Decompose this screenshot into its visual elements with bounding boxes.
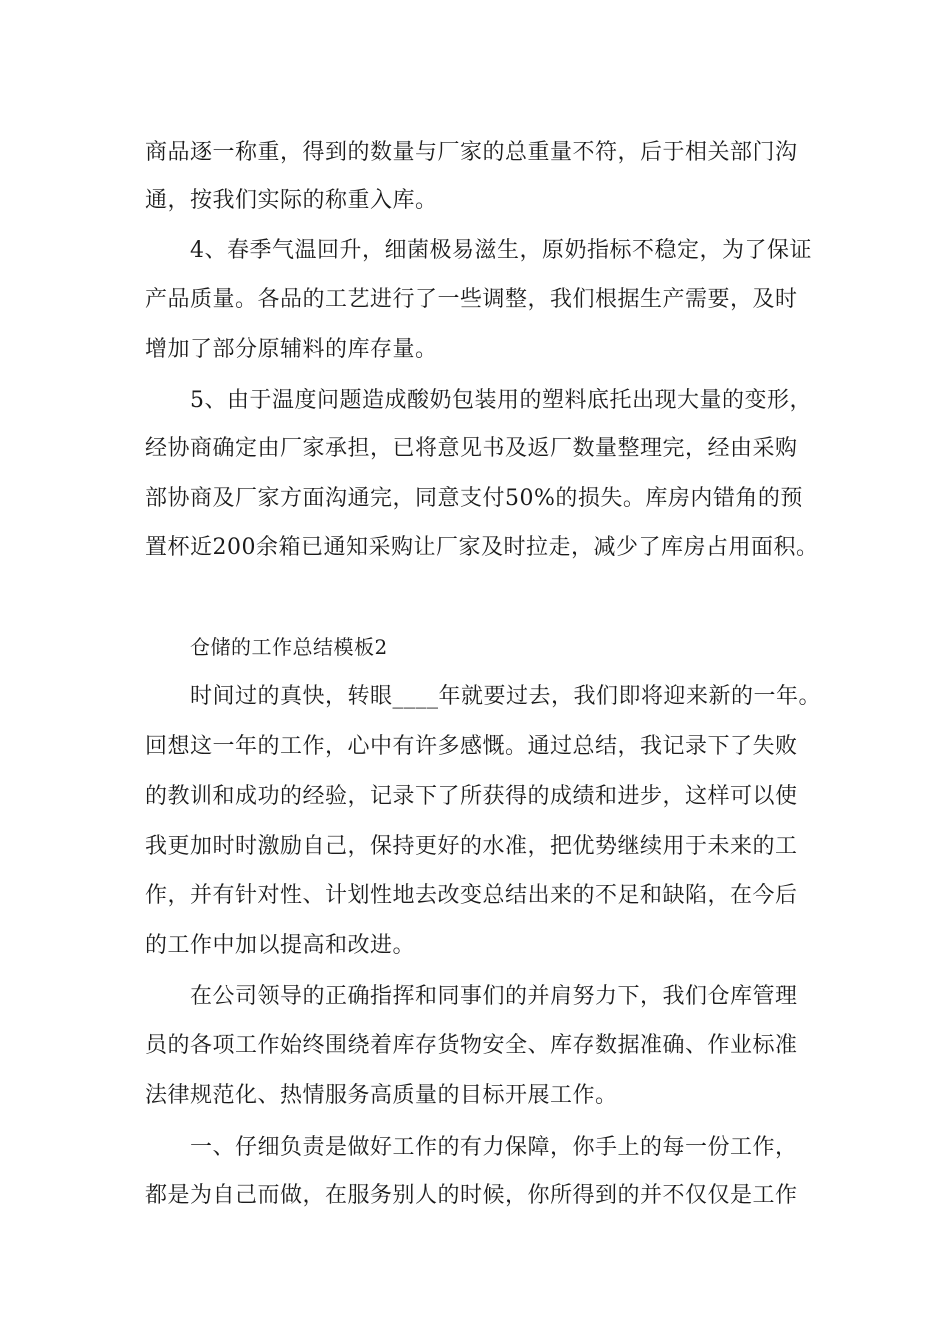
paragraph-line: 一、仔细负责是做好工作的有力保障，你手上的每一份工作， <box>190 1135 798 1160</box>
paragraph-line: 作，并有针对性、计划性地去改变总结出来的不足和缺陷，在今后 <box>145 883 798 908</box>
section-heading: 仓储的工作总结模板2 <box>190 635 388 659</box>
paragraph-line: 通，按我们实际的称重入库。 <box>145 188 438 213</box>
paragraph-line: 5、由于温度问题造成酸奶包装用的塑料底托出现大量的变形， <box>190 388 812 413</box>
paragraph-line: 的教训和成功的经验，记录下了所获得的成绩和进步，这样可以使 <box>145 784 798 809</box>
paragraph-line: 产品质量。各品的工艺进行了一些调整，我们根据生产需要，及时 <box>145 287 798 312</box>
paragraph-line: 置杯近200余箱已通知采购让厂家及时拉走，减少了库房占用面积。 <box>145 535 819 560</box>
paragraph-line: 我更加时时激励自己，保持更好的水准，把优势继续用于未来的工 <box>145 834 798 859</box>
paragraph-line: 商品逐一称重，得到的数量与厂家的总重量不符，后于相关部门沟 <box>145 140 798 165</box>
paragraph-line: 都是为自己而做，在服务别人的时候，你所得到的并不仅仅是工作 <box>145 1183 798 1208</box>
paragraph-line: 部协商及厂家方面沟通完，同意支付50%的损失。库房内错角的预 <box>145 486 803 511</box>
paragraph-line: 的工作中加以提高和改进。 <box>145 933 416 958</box>
paragraph-line: 增加了部分原辅料的库存量。 <box>145 337 438 362</box>
paragraph-line: 时间过的真快，转眼____年就要过去，我们即将迎来新的一年。 <box>190 684 822 709</box>
paragraph-line: 4、春季气温回升，细菌极易滋生，原奶指标不稳定，为了保证 <box>190 238 812 263</box>
paragraph-line: 经协商确定由厂家承担，已将意见书及返厂数量整理完，经由采购 <box>145 436 798 461</box>
paragraph-line: 在公司领导的正确指挥和同事们的并肩努力下，我们仓库管理 <box>190 984 798 1009</box>
paragraph-line: 法律规范化、热情服务高质量的目标开展工作。 <box>145 1083 618 1108</box>
paragraph-line: 员的各项工作始终围绕着库存货物安全、库存数据准确、作业标准 <box>145 1033 798 1058</box>
paragraph-line: 回想这一年的工作，心中有许多感慨。通过总结，我记录下了失败 <box>145 734 798 759</box>
